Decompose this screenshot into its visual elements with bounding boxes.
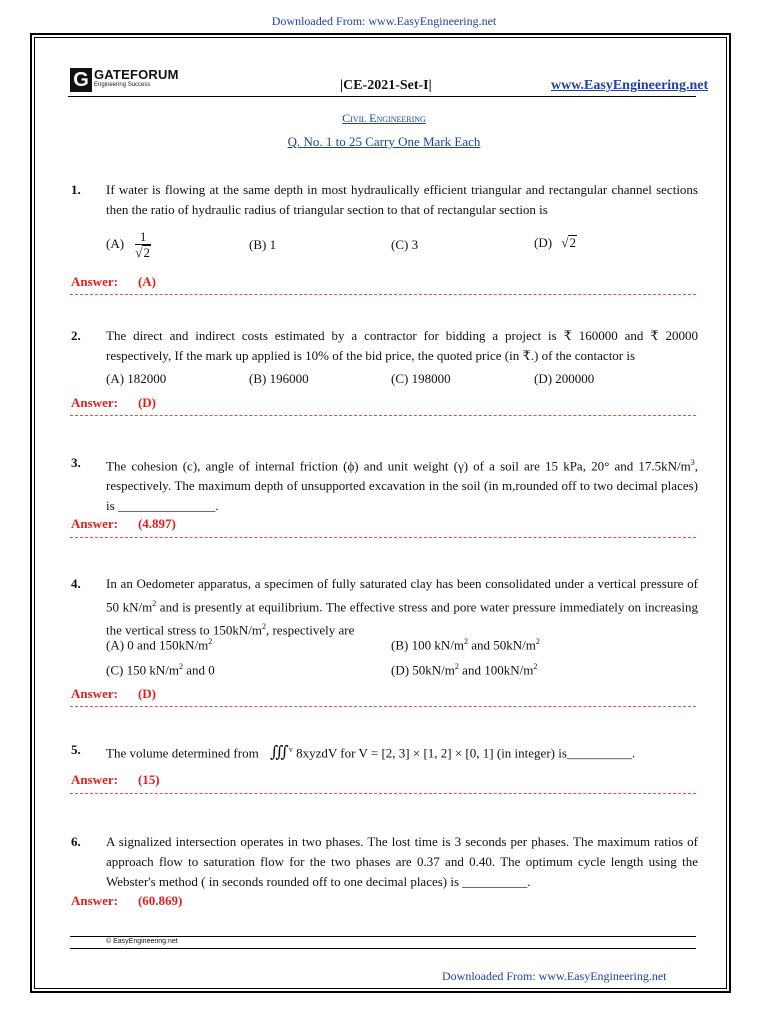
answer-label: Answer: (71, 274, 118, 289)
section-title: Civil Engineering (342, 111, 426, 125)
option-d: (D) 200000 (534, 371, 595, 386)
answer-label: Answer: (71, 686, 118, 701)
answer-value: (D) (137, 686, 156, 701)
question-text: The cohesion (c), angle of internal friction (ϕ) and unit weight (γ) of a soil are 15 kPa, 20° and $17.5kN/m^3$, respectively. The maximum depth of unsupported excavation in the soil (in m,rounded off to two decimal places) is _______________. (106, 458, 698, 514)
answer-value: (15) (137, 772, 160, 787)
dashed-divider (70, 537, 696, 538)
radicand: 2 (143, 245, 150, 260)
answer-value: (D) (137, 395, 156, 410)
top-download-link[interactable]: Downloaded From: www.EasyEngineering.net (271, 14, 497, 28)
question-text: If water is flowing at the same depth in most hydraulically efficient triangular and rectangular channel sections then the ratio of hydraulic radius of triangular section to that of rectangular section is (106, 182, 698, 217)
answer-line (71, 772, 160, 788)
answer-label: Answer: (71, 516, 118, 531)
option-a: (A) 0 and $150kN/m^2$ (106, 637, 213, 653)
option-label: (A) (106, 235, 125, 251)
fraction-denominator: √2 (135, 245, 150, 260)
option-a (106, 229, 151, 261)
question-number: 5. (71, 742, 81, 757)
option-c: (C) 3 (391, 237, 419, 252)
question-number: 6. (71, 834, 81, 849)
question-text: The direct and indirect costs estimated by a contractor for bidding a project is ₹ 160000 and ₹ 20000 respectively, If the mark up applied is 10% of the bid price, the quoted price (in ₹.) of the contactor is (106, 328, 698, 363)
question-number: 2. (71, 328, 81, 343)
option-d (534, 235, 577, 251)
radicand: 2 (569, 235, 576, 250)
option-b: (B) 196000 (249, 371, 309, 386)
question-number: 4. (71, 576, 81, 591)
dashed-divider (70, 706, 696, 707)
option-d: (D) $50kN/m^2$ and $100kN/m^2$ (391, 662, 538, 678)
answer-line (71, 274, 156, 290)
answer-value: (4.897) (137, 516, 176, 531)
bottom-download-link[interactable]: Downloaded From: www.EasyEngineering.net (442, 969, 667, 983)
answer-line (71, 395, 156, 411)
question-number: 1. (71, 182, 81, 197)
header-site-link[interactable]: www.EasyEngineering.net (551, 78, 709, 93)
answer-value: (A) (137, 274, 156, 289)
question-text: A signalized intersection operates in two phases. The lost time is 3 seconds per phases. The maximum ratios of approach flow to saturation flow for the two phases are 0.37 and 0.40. The optimum cycle length using the Webster's method ( in seconds rounded off to one decimal places) is __________. (106, 834, 698, 889)
question-number: 3. (71, 455, 81, 470)
footer-rule (70, 948, 696, 949)
answer-label: Answer: (71, 772, 118, 787)
option-a: (A) 182000 (106, 371, 167, 386)
option-c: (C) 150 $kN/m^2$ and 0 (106, 662, 215, 678)
question-text: The volume determined from ∭$^v$ 8xyzdV for V = [2, 3] × [1, 2] × [0, 1] (in integer) is__________. (106, 744, 636, 762)
fraction-numerator: 1 (135, 229, 151, 245)
dashed-divider (70, 294, 696, 295)
answer-line (71, 686, 156, 702)
option-label: (D) (534, 235, 553, 250)
integral-expression: 8xyzdV for V = [2, 3] × [1, 2] × [0, 1] (296, 745, 494, 761)
integral-sign: ∭ (269, 744, 289, 762)
gateforum-logo (70, 68, 180, 94)
dashed-divider (70, 793, 696, 794)
option-b: (B) 1 (249, 237, 277, 252)
logo-mark: G (70, 68, 92, 92)
dashed-divider (70, 415, 696, 416)
option-b: (B) 100 $kN/m^2$ and $50kN/m^2$ (391, 637, 540, 653)
footer-rule (70, 936, 696, 937)
logo-name: GATEFORUM (94, 67, 179, 82)
header-divider (68, 96, 696, 97)
footer-copyright: © EasyEngineering.net (106, 938, 178, 945)
answer-line (71, 893, 182, 909)
question-text: In an Oedometer apparatus, a specimen of fully saturated clay has been consolidated under a vertical pressure of 50 $kN/m^2$ and is presently at equilibrium. The effective stress and pore water pressure immediately on increasing the vertical stress to $150kN/m^2$, respectively are (106, 576, 698, 638)
paper-code: |CE-2021-Set-I| (340, 78, 432, 93)
logo-tagline: Engineering Success (94, 82, 151, 88)
answer-label: Answer: (71, 893, 118, 908)
answer-value: (60.869) (137, 893, 183, 908)
answer-label: Answer: (71, 395, 118, 410)
fraction (135, 229, 151, 261)
answer-line (71, 516, 176, 532)
section-subtitle: Q. No. 1 to 25 Carry One Mark Each (287, 134, 481, 149)
option-c: (C) 198000 (391, 371, 451, 386)
sqrt: √2 (561, 235, 576, 250)
